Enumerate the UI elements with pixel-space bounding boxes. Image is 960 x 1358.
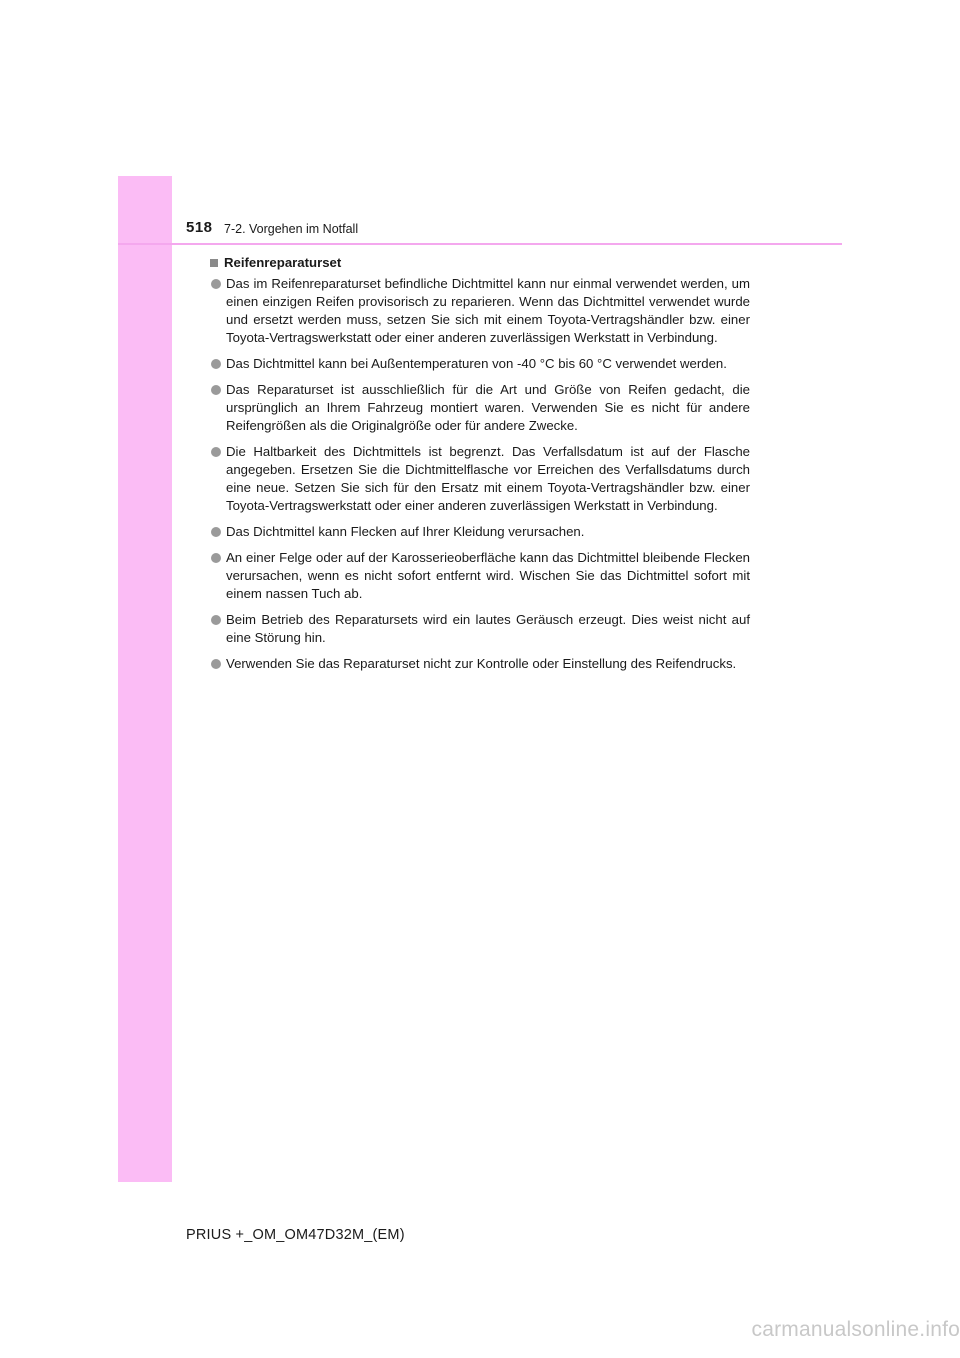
list-item-text: Das im Reifenreparaturset befindliche Dichtmittel kann nur einmal verwendet werden, um einen einzigen Reifen provisorisch zu reparieren. Wenn das Dichtmittel verwendet wurde und ersetzt werden muss, setzen Sie sich mit einem Toyota-Vertragshändler bzw. einer Toyota-Vertragswerkstatt oder einer anderen zuverlässigen Werkstatt in Verbindung. (226, 276, 750, 345)
list-item-text: Das Reparaturset ist ausschließlich für die Art und Größe von Reifen gedacht, die ursprünglich an Ihrem Fahrzeug montiert waren. Verwenden Sie es nicht für andere Reifengrößen als die Originalgröße oder für andere Zwecke. (226, 382, 750, 433)
list-item-text: Die Haltbarkeit des Dichtmittels ist begrenzt. Das Verfallsdatum ist auf der Flasche angegeben. Ersetzen Sie die Dichtmittelflasche vor Erreichen des Verfallsdatums durch eine neue. Setzen Sie sich für den Ersatz mit einem Toyota-Vertragshändler bzw. einer Toyota-Vertragswerkstatt oder einer anderen zuverlässigen Werkstatt in Verbindung. (226, 444, 750, 513)
list-item (210, 611, 750, 647)
circle-bullet-icon (211, 553, 221, 563)
list-item (210, 275, 750, 347)
list-item (210, 655, 750, 673)
list-item (210, 443, 750, 515)
page-number: 518 (186, 219, 213, 236)
list-item-text: Das Dichtmittel kann Flecken auf Ihrer Kleidung verursachen. (226, 524, 585, 539)
list-item-text: An einer Felge oder auf der Karosserieoberfläche kann das Dichtmittel bleibende Flecken verursachen, wenn es nicht sofort entfernt wird. Wischen Sie das Dichtmittel sofort mit einem nassen Tuch ab. (226, 550, 750, 601)
watermark: carmanualsonline.info (751, 1318, 960, 1341)
document-id: PRIUS +_OM_OM47D32M_(EM) (186, 1227, 405, 1243)
circle-bullet-icon (211, 447, 221, 457)
subheading-text: Reifenreparaturset (224, 255, 342, 270)
section-title: 7-2. Vorgehen im Notfall (224, 222, 359, 236)
chapter-sidebar-tab (118, 176, 172, 1182)
header-rule (118, 243, 842, 245)
main-content (210, 255, 750, 681)
subheading (210, 255, 750, 270)
circle-bullet-icon (211, 279, 221, 289)
square-bullet-icon (210, 259, 218, 267)
list-item (210, 355, 750, 373)
list-item-text: Verwenden Sie das Reparaturset nicht zur Kontrolle oder Einstellung des Reifendrucks. (226, 656, 737, 671)
list-item-text: Das Dichtmittel kann bei Außentemperaturen von -40 °C bis 60 °C verwendet werden. (226, 356, 727, 371)
list-item (210, 523, 750, 541)
circle-bullet-icon (211, 385, 221, 395)
list-item (210, 381, 750, 435)
circle-bullet-icon (211, 527, 221, 537)
circle-bullet-icon (211, 359, 221, 369)
circle-bullet-icon (211, 659, 221, 669)
circle-bullet-icon (211, 615, 221, 625)
list-item-text: Beim Betrieb des Reparatursets wird ein lautes Geräusch erzeugt. Dies weist nicht auf eine Störung hin. (226, 612, 750, 645)
list-item (210, 549, 750, 603)
bullet-list (210, 275, 750, 673)
